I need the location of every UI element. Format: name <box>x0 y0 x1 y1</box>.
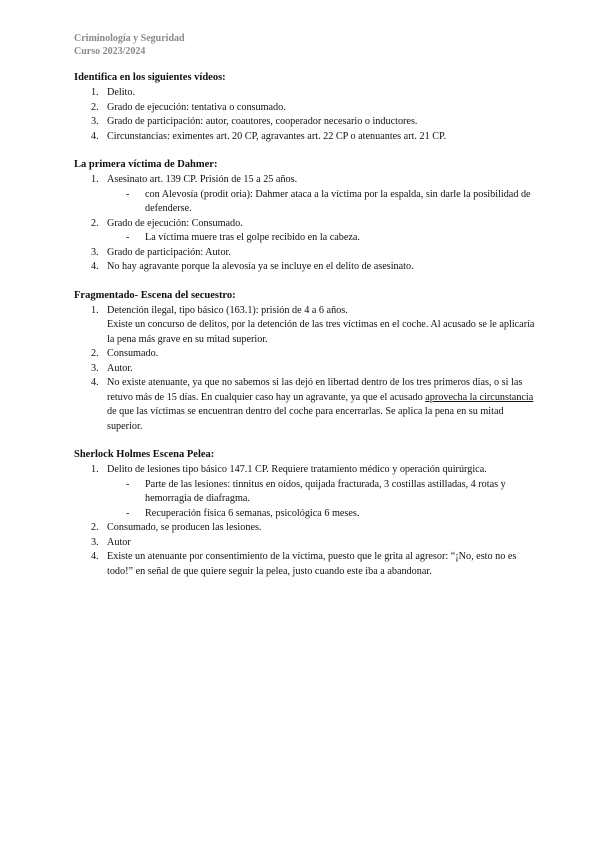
list-item <box>74 376 540 434</box>
item-number: 2. <box>91 101 99 113</box>
item-number: 2. <box>91 348 99 359</box>
sub-list <box>107 231 540 246</box>
list-item <box>74 217 540 246</box>
item-paragraph: Existe un concurso de delitos, por la detención de las tres víctimas en el coche. Al acusado se le aplicaría la pena más grave en su mitad superior. <box>107 319 535 345</box>
list-item <box>74 362 540 377</box>
item-number: 2. <box>91 522 99 533</box>
list-item <box>74 130 540 145</box>
list-item <box>74 463 540 521</box>
item-number: 4. <box>91 377 99 388</box>
item-number: 3. <box>91 246 99 258</box>
sub-item-text: Recuperación física 6 semanas, psicológica 6 meses. <box>145 507 360 519</box>
sub-item-text: con Alevosía (prodit oria): Dahmer ataca a la víctima por la espalda, sin darle la posibilidad de defenderse. <box>145 188 531 214</box>
item-number: 3. <box>91 362 99 374</box>
item-text: Grado de participación: autor, coautores, cooperador necesario o inductores. <box>107 116 418 127</box>
list-item <box>74 86 540 101</box>
list-item <box>74 536 540 551</box>
list-item <box>74 101 540 116</box>
item-text: Detención ilegal, tipo básico (163.1): prisión de 4 a 6 años. <box>107 304 348 316</box>
item-text: Asesinato art. 139 CP. Prisión de 15 a 25 años. <box>107 174 298 185</box>
sub-list-item <box>107 478 540 507</box>
sub-list <box>107 188 540 217</box>
list-item <box>74 521 540 536</box>
item-number: 3. <box>91 536 99 548</box>
dash-marker: - <box>126 478 130 490</box>
item-text: Circunstancias: eximentes art. 20 CP, agravantes art. 22 CP o atenuantes art. 21 CP. <box>107 130 447 142</box>
dash-marker: - <box>126 188 130 200</box>
numbered-list <box>74 86 540 144</box>
list-item <box>74 173 540 217</box>
dash-marker: - <box>126 232 130 243</box>
item-text: Autor. <box>107 362 133 374</box>
item-text-continued: de que las víctimas se encuentran dentro del coche para encerrarlas. Se aplica la pena en su mitad superior. <box>107 406 504 432</box>
numbered-list <box>74 173 540 275</box>
item-number: 3. <box>91 116 99 127</box>
item-text: Consumado, se producen las lesiones. <box>107 522 262 533</box>
list-item <box>74 246 540 261</box>
item-number: 4. <box>91 261 99 272</box>
underlined-phrase: aprovecha la circunstancia <box>425 391 534 403</box>
item-text: Consumado. <box>107 348 159 359</box>
item-text: Delito. <box>107 87 136 98</box>
numbered-list <box>74 304 540 435</box>
dash-marker: - <box>126 507 130 519</box>
list-item <box>74 304 540 348</box>
numbered-list <box>74 463 540 579</box>
header-course: Curso 2023/2024 <box>74 45 146 57</box>
item-text: Existe un atenuante por consentimiento de la víctima, puesto que le grita al agresor: “¡No, esto no es todo!” en señal de que quiere seguir la pelea, justo cuando este iba a abandonar. <box>107 551 517 577</box>
section-fragmentado <box>74 289 540 435</box>
section-dahmer <box>74 158 540 275</box>
document-header <box>74 33 540 58</box>
item-number: 2. <box>91 217 99 229</box>
item-number: 4. <box>91 130 99 142</box>
sub-list-item <box>107 231 540 246</box>
item-number: 1. <box>91 464 99 475</box>
item-text: No existe atenuante, ya que no sabemos si las dejó en libertad dentro de los tres primeros días, o si las retuvo más de 15 días. En cualquier caso hay un agravante, ya que el acusado <box>107 377 523 403</box>
section-title: Fragmentado- Escena del secuestro: <box>74 289 236 301</box>
list-item <box>74 347 540 362</box>
list-item <box>74 550 540 579</box>
item-text: Grado de participación: Autor. <box>107 246 231 258</box>
sub-item-text: Parte de las lesiones: tinnitus en oídos, quijada fracturada, 3 costillas astilladas, 4 rotas y hemorragia de diafragma. <box>145 478 506 504</box>
item-number: 4. <box>91 551 99 562</box>
section-instructions <box>74 71 540 144</box>
item-number: 1. <box>91 304 99 316</box>
sub-list <box>107 478 540 522</box>
item-number: 1. <box>91 174 99 185</box>
sub-list-item <box>107 507 540 522</box>
item-text: No hay agravante porque la alevosía ya se incluye en el delito de asesinato. <box>107 261 414 272</box>
sub-list-item <box>107 188 540 217</box>
item-text: Grado de ejecución: tentativa o consumado. <box>107 101 286 113</box>
section-title: Sherlock Holmes Escena Pelea: <box>74 449 215 460</box>
item-text: Grado de ejecución: Consumado. <box>107 217 243 229</box>
sub-item-text: La víctima muere tras el golpe recibido en la cabeza. <box>145 232 360 243</box>
section-sherlock <box>74 448 540 579</box>
item-number: 1. <box>91 87 99 98</box>
list-item <box>74 115 540 130</box>
section-title: Identifica en los siguientes vídeos: <box>74 72 226 83</box>
item-text: Autor <box>107 536 131 548</box>
header-subject: Criminología y Seguridad <box>74 33 185 44</box>
item-text: Delito de lesiones tipo básico 147.1 CP. Requiere tratamiento médico y operación quirúrgica. <box>107 464 487 475</box>
section-title: La primera víctima de Dahmer: <box>74 159 218 170</box>
list-item <box>74 260 540 275</box>
